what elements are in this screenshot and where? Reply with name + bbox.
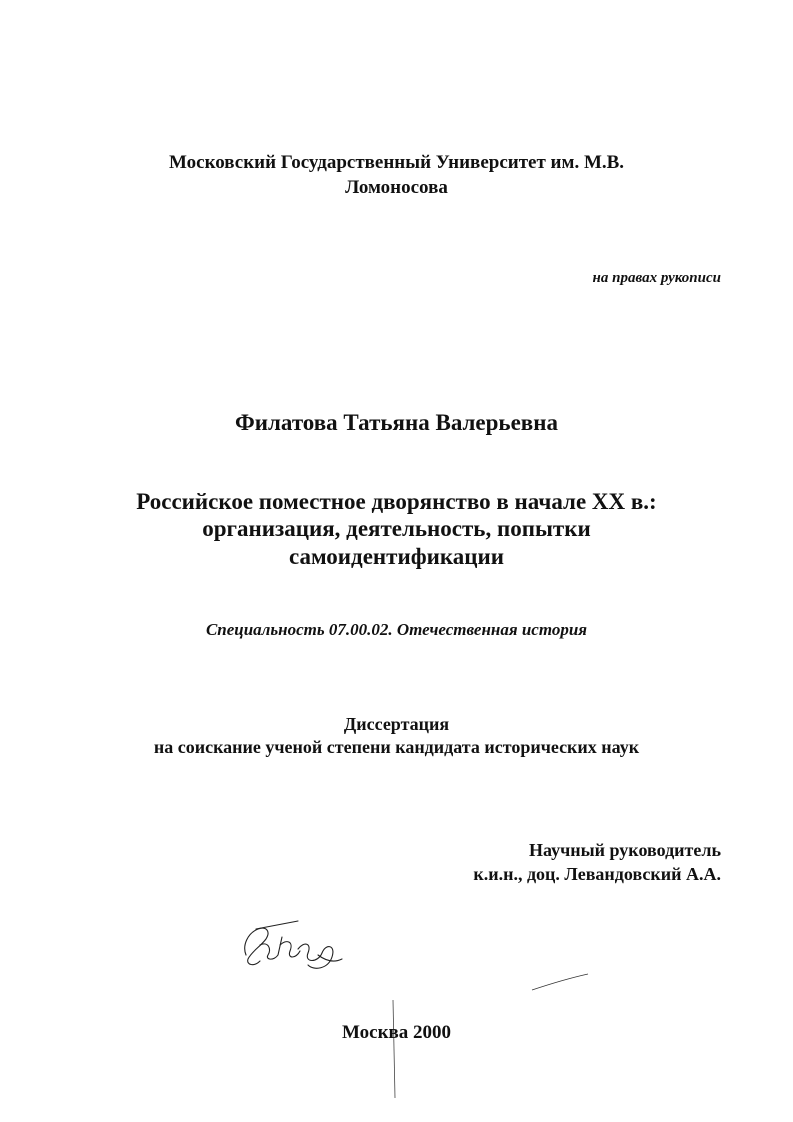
dissertation-purpose: на соискание ученой степени кандидата исторических наук <box>153 737 640 757</box>
supervisor-name: к.и.н., доц. Левандовский А.А. <box>473 864 721 884</box>
title-line-2: организация, деятельность, попытки <box>202 516 591 541</box>
specialty: Специальность 07.00.02. Отечественная история <box>205 620 588 639</box>
vertical-scan-line <box>390 1000 400 1100</box>
supervisor-label: Научный руководитель <box>529 840 721 860</box>
city-year: Москва 2000 <box>341 1022 452 1043</box>
university-name-line-1: Московский Государственный Университет им. М.В. <box>168 152 625 173</box>
author-name: Филатова Татьяна Валерьевна <box>235 410 558 435</box>
title-line-3: самоидентификации <box>288 544 505 569</box>
pen-stroke-mark <box>530 972 590 992</box>
signature <box>238 915 348 975</box>
manuscript-note: на правах рукописи <box>592 270 721 286</box>
dissertation-heading: Диссертация <box>343 714 450 734</box>
university-name-line-2: Ломоносова <box>345 177 448 198</box>
title-line-1: Российское поместное дворянство в начале XX в.: <box>136 489 657 514</box>
